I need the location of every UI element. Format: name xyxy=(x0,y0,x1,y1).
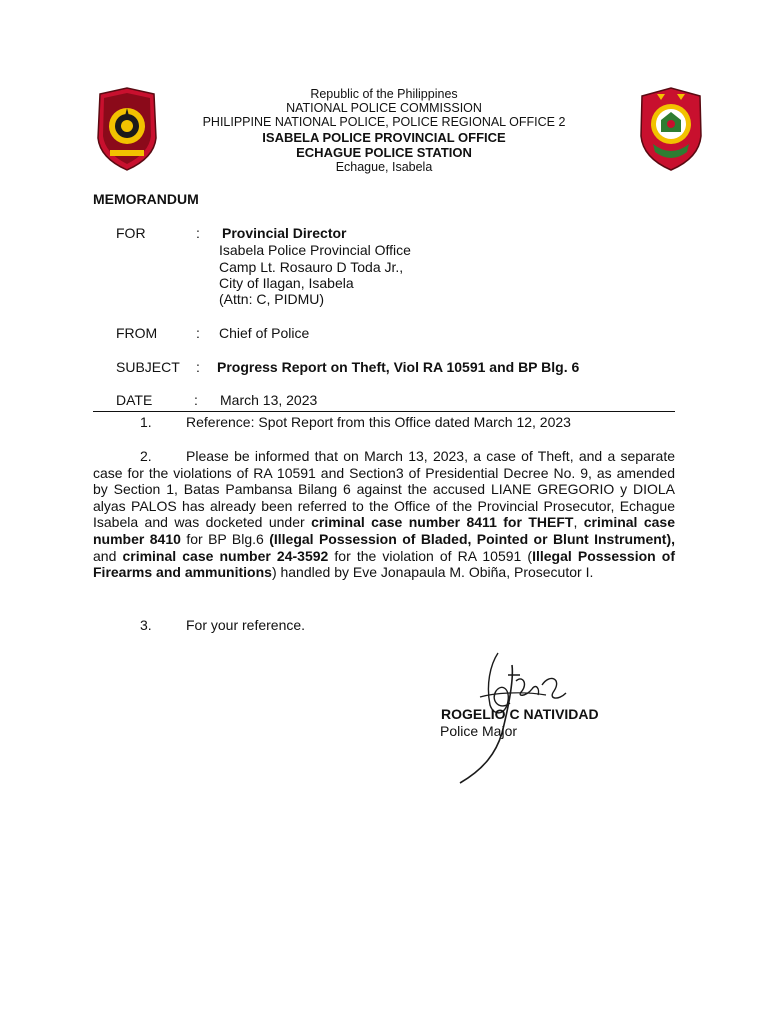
from-value: Chief of Police xyxy=(219,325,310,341)
subject-label: SUBJECT xyxy=(116,359,180,375)
from-colon: : xyxy=(196,325,200,341)
subject-value: Progress Report on Theft, Viol RA 10591 and BP Blg. 6 xyxy=(217,359,580,375)
para2-firearms: Illegal Possession of Firearms and ammunitions xyxy=(93,547,675,581)
para3-number: 3. xyxy=(140,617,152,633)
para2-seg5: for the violation of RA 10591 ( xyxy=(328,547,533,564)
para2-case-24-3592: criminal case number 24-3592 xyxy=(122,547,329,564)
para1-number: 1. xyxy=(140,414,152,430)
header-pnp-pro2: PHILIPPINE NATIONAL POLICE, POLICE REGIONAL OFFICE 2 xyxy=(202,115,566,129)
para2-case-theft: criminal case number 8411 for THEFT xyxy=(311,514,574,531)
header-napolcom: NATIONAL POLICE COMMISSION xyxy=(286,101,482,115)
para2-seg1: Please be informed that on March 13, 2023, a case of Theft, and a separate case for the violations of RA 10591 and Section3 of Presidential Decree No. 9, as amended by Section 1, Batas Pambansa Bilang 6 against the accused LIANE GREGORIO y DIOLA alyas PALOS has already been referred to the Office of the Provincial Prosecutor, Echague Isabela and was docketed under xyxy=(93,448,675,531)
for-recipient: Provincial Director xyxy=(222,225,347,241)
para2-seg6: ) handled by Eve Jonapaula M. Obiña, Prosecutor I. xyxy=(271,564,594,581)
para2-text xyxy=(93,448,675,581)
para2-seg4: and xyxy=(93,547,123,564)
date-value: March 13, 2023 xyxy=(220,392,318,408)
date-colon: : xyxy=(194,392,198,408)
para2-bladed-instrument: (Illegal Possession of Bladed, Pointed or Blunt Instrument), xyxy=(269,530,676,547)
para2-number: 2. xyxy=(140,448,152,464)
subject-colon: : xyxy=(196,359,200,375)
header-location: Echague, Isabela xyxy=(335,160,433,174)
signatory-name: ROGELIO C NATIVIDAD xyxy=(441,706,599,722)
for-office: Isabela Police Provincial Office xyxy=(219,242,411,258)
for-city: City of Ilagan, Isabela xyxy=(219,275,354,291)
for-camp: Camp Lt. Rosauro D Toda Jr., xyxy=(219,259,404,275)
date-label: DATE xyxy=(116,392,153,408)
header-republic: Republic of the Philippines xyxy=(310,87,458,101)
memo-title: MEMORANDUM xyxy=(93,191,199,207)
signatory-rank: Police Major xyxy=(440,723,518,739)
for-attn: (Attn: C, PIDMU) xyxy=(219,291,325,307)
header-ippo: ISABELA POLICE PROVINCIAL OFFICE xyxy=(262,130,506,145)
para2-seg3: for BP Blg.6 xyxy=(180,530,270,547)
from-label: FROM xyxy=(116,325,158,341)
header-station: ECHAGUE POLICE STATION xyxy=(296,145,472,160)
para2-case-8410: criminal case number 8410 xyxy=(93,514,675,547)
for-colon: : xyxy=(196,225,200,241)
para3-text: For your reference. xyxy=(186,617,306,633)
para1-text: Reference: Spot Report from this Office dated March 12, 2023 xyxy=(186,414,571,430)
header-divider xyxy=(93,411,675,412)
para2-seg2: , xyxy=(573,514,584,531)
for-label: FOR xyxy=(116,225,146,241)
